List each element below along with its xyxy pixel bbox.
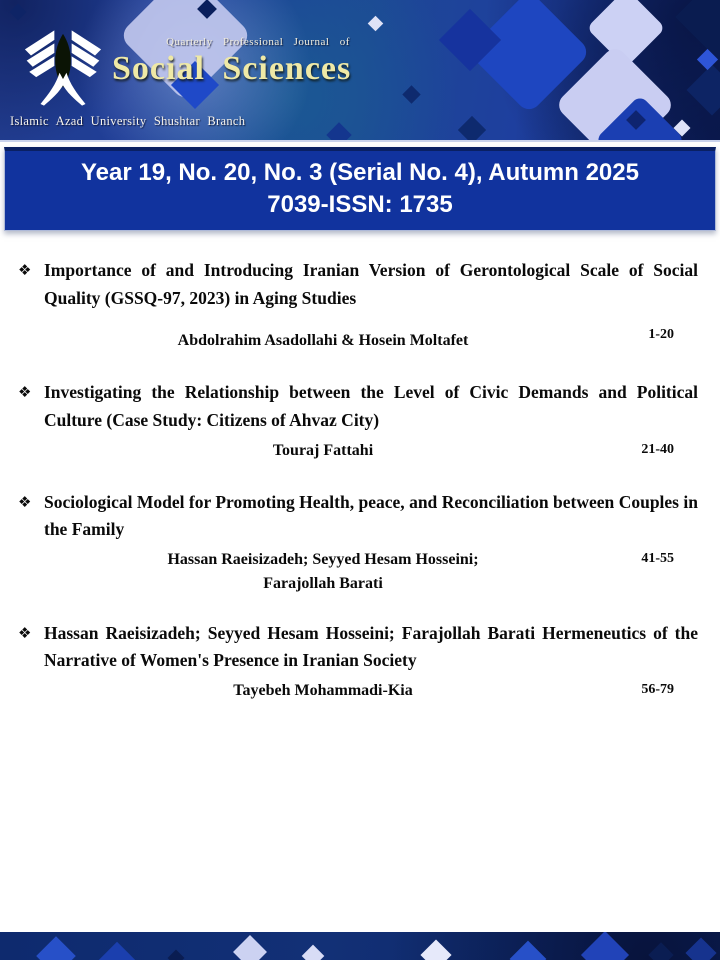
entry-head: [18, 620, 698, 675]
banner: [0, 0, 720, 142]
diamond-decoration: [420, 939, 451, 960]
diamond-decoration: [96, 942, 138, 960]
footer-strip: [0, 932, 720, 960]
entry-authors: [44, 548, 602, 596]
diamond-decoration: [168, 950, 185, 960]
entry-pages: 56-79: [641, 682, 674, 698]
entry-head: [18, 379, 698, 434]
entry-authors: [44, 439, 602, 463]
issue-info-bar: [4, 147, 716, 231]
diamond-decoration: [510, 941, 547, 960]
diamond-decoration: [685, 937, 716, 960]
diamond-decoration: [675, 0, 720, 61]
entry-title: Investigating the Relationship between the Level of Civic Demands and Political Culture (Case Study: Citizens of Ahvaz City): [44, 382, 698, 430]
entry-title: Importance of and Introducing Iranian Version of Gerontological Scale of Social Quality (GSSQ-97, 2023) in Aging Studies: [44, 260, 698, 308]
author-line: Abdolrahim Asadollahi & Hosein Moltafet: [177, 332, 469, 350]
diamond-decoration: [10, 4, 27, 21]
entry-authors: [44, 329, 602, 353]
diamond-bullet-icon: ❖: [18, 261, 32, 279]
toc-entry: [18, 257, 698, 355]
entry-head: [18, 489, 698, 544]
toc-entry: [18, 379, 698, 464]
entry-pages: 41-55: [641, 550, 674, 566]
entry-title: Sociological Model for Promoting Health, peace, and Reconciliation between Couples in the Family: [44, 491, 698, 540]
diamond-decoration: [36, 936, 76, 960]
journal-type-line: Quarterly Professional Journal of: [166, 36, 350, 48]
issue-line-1: Year 19, No. 20, No. 3 (Serial No. 4), Autumn 2025: [81, 159, 639, 186]
entry-foot: [18, 548, 698, 596]
diamond-decoration: [233, 935, 267, 960]
diamond-bullet-icon: ❖: [18, 623, 32, 642]
entry-authors: [44, 679, 602, 703]
university-logo: [18, 20, 108, 110]
university-line: Islamic Azad University Shushtar Branch: [10, 114, 246, 128]
toc-entry: [18, 620, 698, 705]
author-line: Touraj Fattahi: [272, 441, 374, 459]
toc-entry: [18, 489, 698, 596]
entry-head: [18, 257, 698, 312]
diamond-decoration: [687, 65, 720, 116]
journal-title: Social Sciences: [112, 50, 352, 87]
entry-title: Hassan Raeisizadeh; Seyyed Hesam Hosseini; Farajollah Barati Hermeneutics of the Narrative of Women's Presence in Iranian Society: [44, 622, 698, 671]
diamond-bullet-icon: ❖: [18, 383, 32, 402]
entry-pages: 21-40: [641, 441, 674, 457]
diamond-decoration: [648, 942, 673, 960]
entry-foot: [18, 679, 698, 705]
diamond-decoration: [458, 116, 486, 142]
diamond-decoration: [581, 932, 629, 960]
entry-foot: [18, 439, 698, 465]
diamond-decoration: [302, 945, 325, 960]
toc-list: [0, 231, 720, 705]
author-line: Farajollah Barati: [263, 574, 383, 592]
author-line: Tayebeh Mohammadi-Kia: [233, 682, 413, 700]
entry-pages: 1-20: [648, 327, 674, 343]
diamond-bullet-icon: ❖: [18, 492, 32, 511]
entry-foot: [18, 329, 698, 355]
diamond-decoration: [326, 122, 351, 142]
author-line: Hassan Raeisizadeh; Seyyed Hesam Hosseini;: [167, 550, 479, 568]
diamond-decoration: [368, 16, 384, 32]
issue-line-2: 7039-ISSN: 1735: [267, 191, 453, 218]
diamond-decoration: [402, 85, 420, 103]
